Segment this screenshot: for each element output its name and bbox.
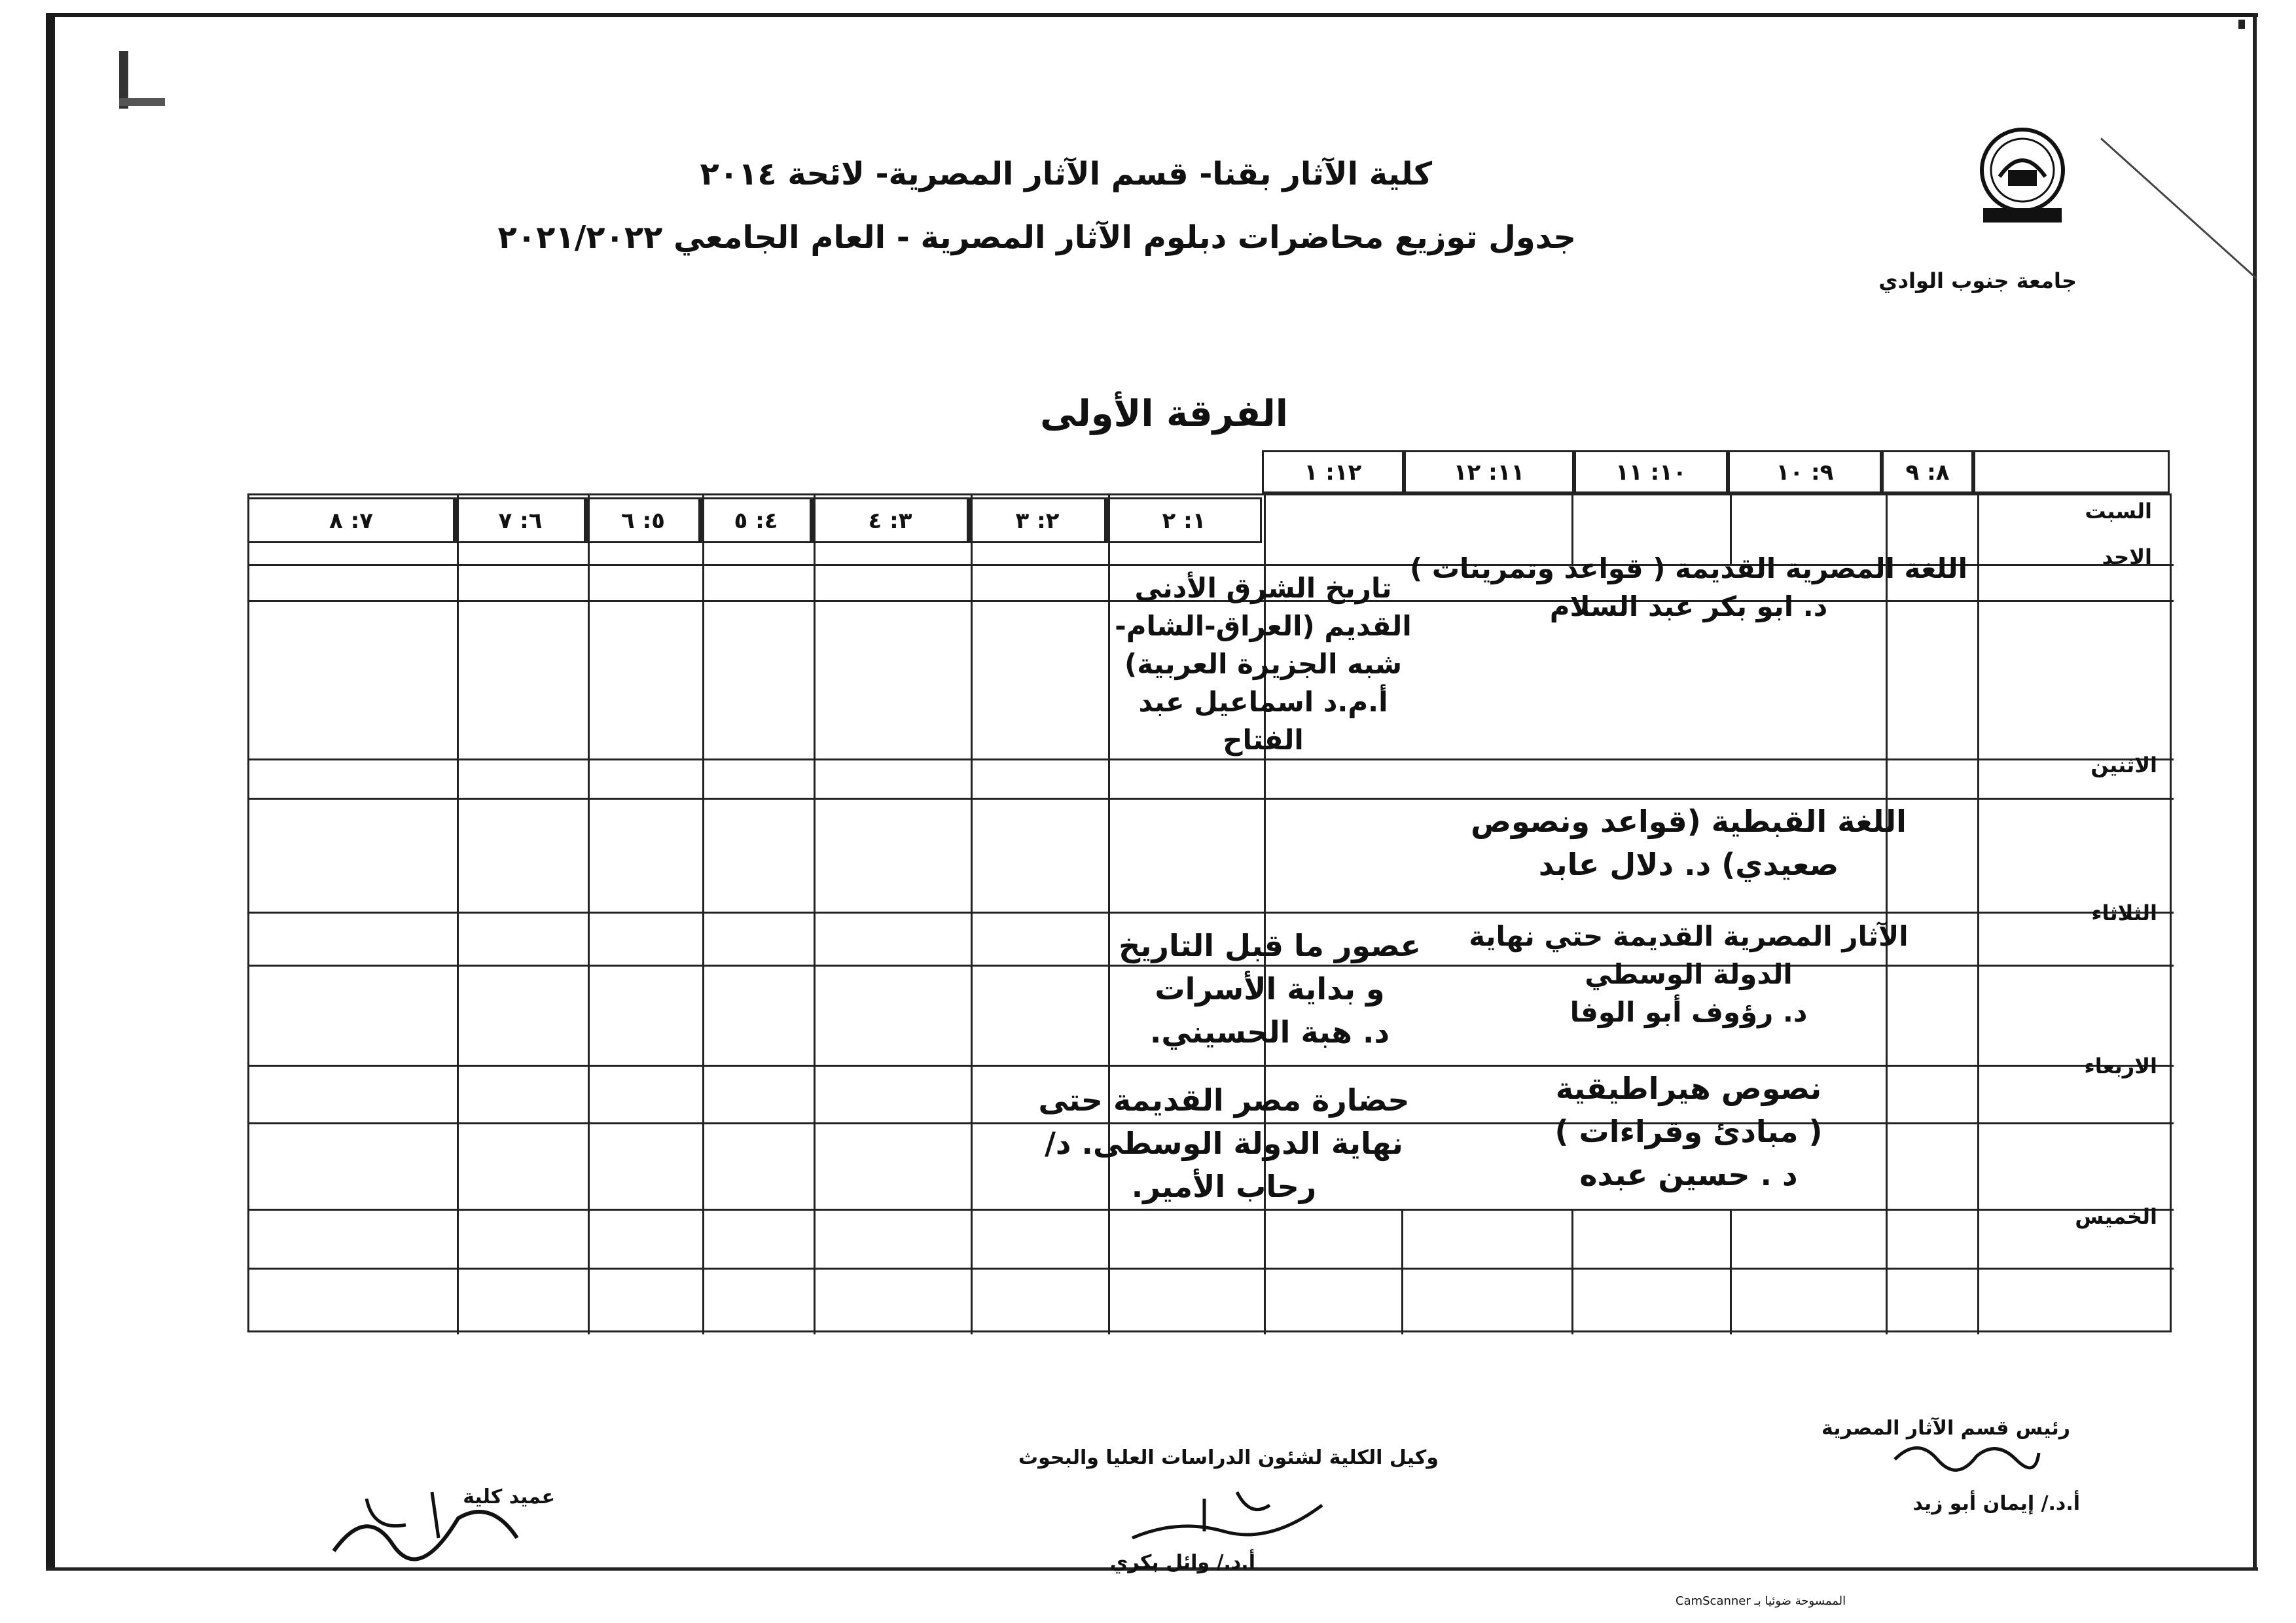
time-slot-3-4: ٣: ٤ [812, 497, 969, 543]
scan-border-left [46, 13, 55, 1571]
time-slot-12-1: ١٢: ١ [1262, 450, 1404, 493]
col-line [1571, 1209, 1573, 1334]
lecture-monday-coptic: اللغة القبطية (قواعد ونصوص صعيدي) د. دلال عابد [1471, 804, 1907, 882]
col-line [702, 495, 704, 1334]
department-head-name: أ.د./ إيمان أبو زيد [1912, 1492, 2080, 1515]
university-name: جامعة جنوب الوادي [1878, 268, 2077, 293]
col-line [1730, 1209, 1732, 1334]
col-line [814, 495, 816, 1334]
lecture-sunday-egyptian-language: اللغة المصرية القديمة ( قواعد وتمرينات ) د. ابو بكر عبد السلام [1410, 552, 1967, 622]
scan-corner-mark-foot [119, 98, 165, 106]
time-slot-1-2: ١: ٢ [1106, 497, 1262, 543]
col-line [588, 495, 590, 1334]
time-slot-11-12: ١١: ١٢ [1404, 450, 1574, 493]
vice-dean-name: أ.د./ وائل بكري [1109, 1551, 1255, 1574]
time-slot-blank-corner [1973, 450, 2170, 493]
time-slot-6-7: ٦: ٧ [455, 497, 586, 543]
time-slot-9-10: ٩: ١٠ [1728, 450, 1882, 493]
row-line [249, 912, 2174, 914]
lecture-tuesday-egyptian-antiquities: الآثار المصرية القديمة حتي نهاية الدولة الوسطي د. رؤوف أبو الوفا [1469, 920, 1909, 1028]
lecture-sunday-near-east-history: تاريخ الشرق الأدنى القديم (العراق-الشام- شبه الجزيرة العربية) أ.م.د اسماعيل عبد الفتاح [1115, 572, 1412, 756]
row-line [249, 1209, 2174, 1211]
department-head-title: رئيس قسم الآثار المصرية [1821, 1417, 2070, 1440]
time-slot-2-3: ٢: ٣ [969, 497, 1106, 543]
university-seal-logo [1970, 124, 2075, 229]
vice-dean-signature [1126, 1479, 1348, 1551]
schedule-title: جدول توزيع محاضرات دبلوم الآثار المصرية - العام الجامعي ٢٠٢١/٢٠٢٢ [497, 219, 1576, 256]
dean-signature [327, 1479, 524, 1571]
col-line [457, 495, 459, 1334]
scan-border-top [46, 13, 2258, 17]
day-monday: الاثنين [2090, 753, 2157, 777]
time-slot-10-11: ١٠: ١١ [1574, 450, 1728, 493]
time-slot-8-9: ٨: ٩ [1882, 450, 1973, 493]
dean-title: عميد كلية [463, 1486, 555, 1508]
scan-border-right [2253, 13, 2257, 1571]
vice-dean-title: وكيل الكلية لشئون الدراسات العليا والبحوث [1018, 1446, 1439, 1469]
time-slot-5-6: ٥: ٦ [586, 497, 700, 543]
day-column-line [1977, 495, 1979, 1334]
scan-dot [2238, 20, 2245, 29]
col-line [971, 495, 973, 1334]
col-line [1401, 1209, 1403, 1334]
camscanner-footer: الممسوحة ضوئيا بـ CamScanner [1676, 1594, 1846, 1608]
time-slot-4-5: ٤: ٥ [700, 497, 812, 543]
day-thursday: الخميس [2075, 1204, 2157, 1229]
group-title: الفرقة الأولى [1040, 393, 1288, 435]
day-tuesday: الثلاثاء [2091, 901, 2157, 925]
day-sunday: الاحد [2102, 544, 2152, 569]
day-saturday: السبت [2085, 499, 2152, 524]
scan-diagonal-line [2100, 137, 2257, 279]
faculty-title: كلية الآثار بقنا- قسم الآثار المصرية- لائحة ٢٠١٤ [700, 156, 1432, 192]
department-head-signature [1892, 1433, 2042, 1479]
day-wednesday: الاربعاء [2084, 1054, 2157, 1079]
col-line [1108, 495, 1110, 1334]
lecture-wednesday-civilization: حضارة مصر القديمة حتى نهاية الدولة الوسطى. د/ رحاب الأمير. [1038, 1082, 1410, 1204]
time-slot-7-8: ٧: ٨ [247, 497, 455, 543]
lecture-tuesday-prehistory: عصور ما قبل التاريخ و بداية الأسرات د. هبة الحسيني. [1119, 928, 1421, 1050]
lecture-wednesday-hieratic: نصوص هيراطيقية ( مبادئ وقراءات ) د . حسين عبده [1554, 1071, 1823, 1192]
row-line [249, 1268, 2174, 1270]
